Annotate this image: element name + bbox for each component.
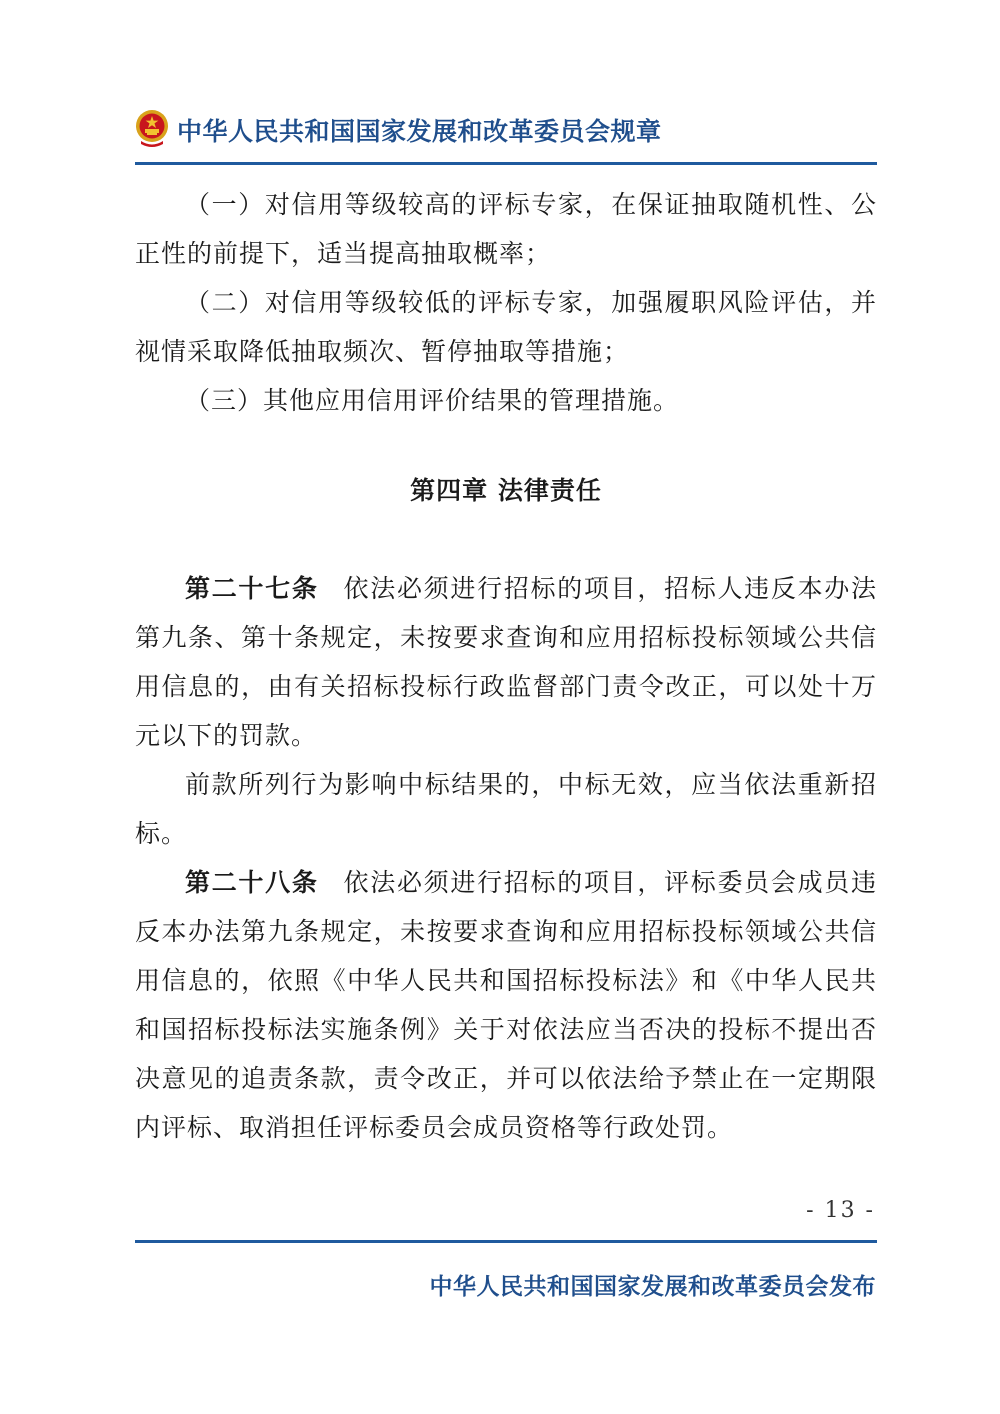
document-body xyxy=(135,180,877,1152)
article-text: 依法必须进行招标的项目，招标人违反本办法第九条、第十条规定，未按要求查询和应用招标投标领域公共信用信息的，由有关招标投标行政监督部门责令改正，可以处十万元以下的罚款。 xyxy=(135,574,877,750)
list-item: （三）其他应用信用评价结果的管理措施。 xyxy=(185,386,680,415)
article-text: 依法必须进行招标的项目，评标委员会成员违反本办法第九条规定，未按要求查询和应用招标投标领域公共信用信息的，依照《中华人民共和国招标投标法》和《中华人民共和国招标投标法实施条例》关于对依法应当否决的投标不提出否决意见的追责条款，责令改正，并可以依法给予禁止在一定期限内评标、取消担任评标委员会成员资格等行政处罚。 xyxy=(135,868,877,1142)
header-divider xyxy=(135,162,877,165)
list-item: （一）对信用等级较高的评标专家，在保证抽取随机性、公正性的前提下，适当提高抽取概率； xyxy=(135,190,877,268)
article-27-paragraph-2: 前款所列行为影响中标结果的，中标无效，应当依法重新招标。 xyxy=(135,770,877,848)
national-emblem-icon xyxy=(135,108,169,148)
chapter-title: 第四章 法律责任 xyxy=(410,476,602,505)
article-28 xyxy=(135,858,877,1152)
article-27 xyxy=(135,564,877,760)
page-number: - 13 - xyxy=(806,1198,875,1223)
footer-divider xyxy=(135,1240,877,1243)
article-number: 第二十七条 xyxy=(185,574,319,603)
header-title: 中华人民共和国国家发展和改革委员会规章 xyxy=(177,117,662,146)
footer-title: 中华人民共和国国家发展和改革委员会发布 xyxy=(429,1274,876,1300)
article-number: 第二十八条 xyxy=(185,868,319,897)
page-header xyxy=(135,106,877,156)
list-item: （二）对信用等级较低的评标专家，加强履职风险评估，并视情采取降低抽取频次、暂停抽取等措施； xyxy=(135,288,877,366)
